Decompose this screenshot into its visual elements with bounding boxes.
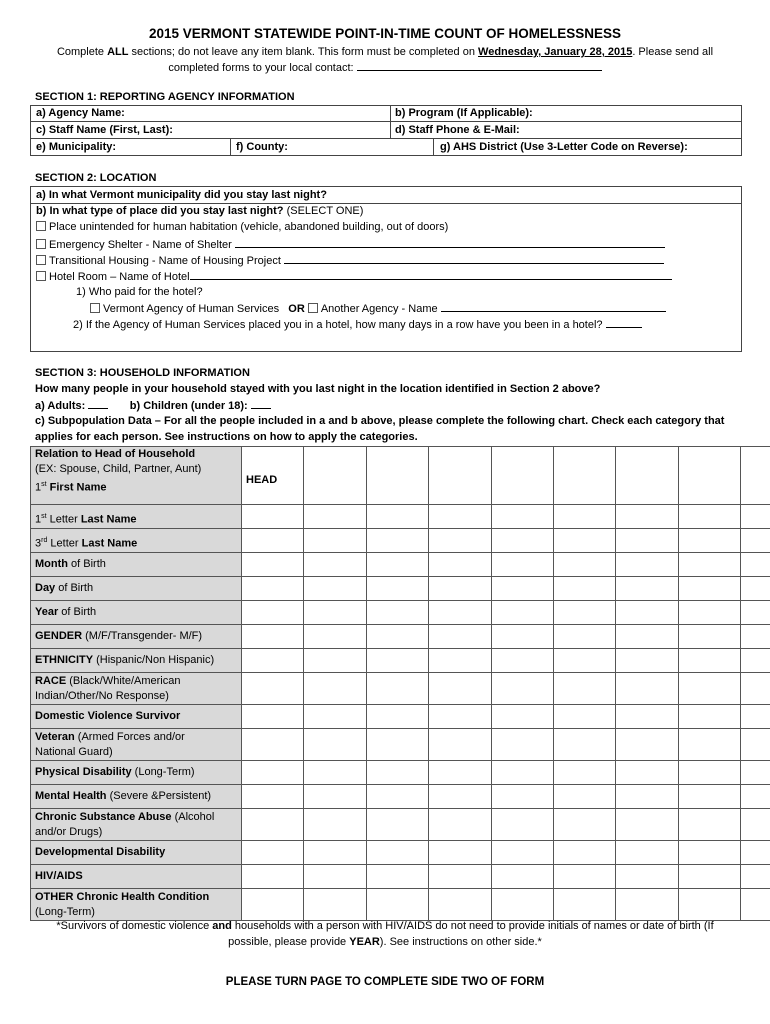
entry-cell[interactable] bbox=[679, 841, 741, 865]
entry-cell[interactable] bbox=[304, 761, 367, 785]
entry-cell[interactable] bbox=[304, 841, 367, 865]
entry-cell[interactable] bbox=[367, 705, 429, 729]
entry-cell[interactable] bbox=[429, 673, 492, 705]
entry-cell[interactable] bbox=[741, 809, 770, 841]
staff-phone-email-field[interactable]: d) Staff Phone & E-Mail: bbox=[395, 124, 520, 136]
row-label: Year of Birth bbox=[31, 601, 242, 625]
entry-cell[interactable] bbox=[616, 761, 679, 785]
entry-cell[interactable] bbox=[741, 625, 770, 649]
entry-cell[interactable] bbox=[492, 809, 554, 841]
table-row bbox=[31, 785, 770, 809]
program-field[interactable]: b) Program (If Applicable): bbox=[395, 107, 533, 119]
entry-cell[interactable] bbox=[554, 889, 616, 921]
entry-cell[interactable] bbox=[429, 529, 492, 553]
entry-cell[interactable] bbox=[242, 553, 304, 577]
table-row bbox=[31, 705, 770, 729]
entry-cell[interactable] bbox=[554, 729, 616, 761]
staff-name-field[interactable]: c) Staff Name (First, Last): bbox=[36, 124, 173, 136]
entry-cell[interactable] bbox=[492, 729, 554, 761]
checkbox[interactable] bbox=[308, 303, 318, 313]
table-row bbox=[31, 761, 770, 785]
entry-cell[interactable] bbox=[741, 577, 770, 601]
section1-heading: SECTION 1: REPORTING AGENCY INFORMATION bbox=[35, 91, 295, 103]
entry-cell[interactable] bbox=[554, 785, 616, 809]
entry-cell[interactable] bbox=[242, 841, 304, 865]
entry-cell[interactable] bbox=[741, 865, 770, 889]
hotel-days-question[interactable]: 2) If the Agency of Human Services placed you in a hotel, how many days in a row have you been in a hotel? bbox=[73, 318, 642, 331]
row-label: HIV/AIDS bbox=[31, 865, 242, 889]
entry-cell[interactable] bbox=[616, 625, 679, 649]
entry-cell[interactable] bbox=[741, 705, 770, 729]
entry-cell[interactable] bbox=[304, 889, 367, 921]
agency-name-field[interactable]: a) Agency Name: bbox=[36, 107, 125, 119]
entry-cell[interactable] bbox=[492, 785, 554, 809]
entry-cell[interactable] bbox=[429, 785, 492, 809]
entry-cell[interactable] bbox=[616, 841, 679, 865]
entry-cell[interactable] bbox=[304, 785, 367, 809]
entry-cell[interactable] bbox=[616, 889, 679, 921]
entry-cell[interactable] bbox=[429, 761, 492, 785]
entry-cell[interactable] bbox=[616, 505, 679, 529]
entry-cell[interactable] bbox=[492, 841, 554, 865]
table-row bbox=[31, 889, 770, 921]
row-label: Veteran (Armed Forces and/or National Guard) bbox=[31, 729, 242, 761]
entry-cell[interactable] bbox=[554, 553, 616, 577]
entry-cell[interactable] bbox=[679, 761, 741, 785]
entry-cell[interactable] bbox=[429, 865, 492, 889]
table-row bbox=[31, 505, 770, 529]
household-question: How many people in your household stayed with you last night in the location identified in Section 2 above? bbox=[35, 383, 601, 395]
entry-cell[interactable] bbox=[304, 809, 367, 841]
entry-cell[interactable] bbox=[429, 505, 492, 529]
local-contact-field[interactable] bbox=[357, 61, 602, 71]
entry-cell[interactable] bbox=[741, 529, 770, 553]
entry-cell[interactable] bbox=[304, 601, 367, 625]
entry-cell[interactable] bbox=[679, 705, 741, 729]
row-label: Physical Disability (Long-Term) bbox=[31, 761, 242, 785]
section2-heading: SECTION 2: LOCATION bbox=[35, 172, 157, 184]
entry-cell[interactable] bbox=[741, 447, 770, 505]
entry-cell[interactable] bbox=[492, 529, 554, 553]
entry-cell[interactable] bbox=[492, 865, 554, 889]
subpopulation-instructions-2: applies for each person. See instructions on how to apply the categories. bbox=[35, 431, 418, 443]
entry-cell[interactable] bbox=[616, 553, 679, 577]
table-row bbox=[31, 649, 770, 673]
entry-cell[interactable] bbox=[367, 505, 429, 529]
entry-cell[interactable] bbox=[741, 553, 770, 577]
entry-cell[interactable] bbox=[554, 865, 616, 889]
entry-cell[interactable] bbox=[679, 729, 741, 761]
entry-cell[interactable] bbox=[367, 673, 429, 705]
entry-cell[interactable] bbox=[242, 809, 304, 841]
table-row bbox=[31, 729, 770, 761]
entry-cell[interactable] bbox=[242, 705, 304, 729]
entry-cell[interactable] bbox=[242, 785, 304, 809]
entry-cell[interactable] bbox=[679, 865, 741, 889]
entry-cell[interactable] bbox=[492, 553, 554, 577]
table-row bbox=[31, 625, 770, 649]
checkbox[interactable] bbox=[36, 255, 46, 265]
entry-cell[interactable] bbox=[429, 447, 492, 505]
entry-cell[interactable] bbox=[741, 761, 770, 785]
entry-cell[interactable] bbox=[429, 809, 492, 841]
entry-cell[interactable] bbox=[429, 705, 492, 729]
entry-cell[interactable] bbox=[304, 447, 367, 505]
entry-cell[interactable] bbox=[367, 841, 429, 865]
entry-cell[interactable] bbox=[429, 577, 492, 601]
checkbox[interactable] bbox=[36, 221, 46, 231]
entry-cell[interactable] bbox=[304, 673, 367, 705]
entry-cell[interactable] bbox=[304, 505, 367, 529]
entry-cell[interactable] bbox=[554, 447, 616, 505]
adults-children-fields[interactable]: a) Adults: b) Children (under 18): bbox=[35, 399, 271, 412]
entry-cell[interactable] bbox=[304, 553, 367, 577]
entry-cell[interactable] bbox=[554, 649, 616, 673]
entry-cell[interactable] bbox=[741, 649, 770, 673]
entry-cell[interactable] bbox=[367, 865, 429, 889]
entry-cell[interactable] bbox=[242, 625, 304, 649]
option-emergency-shelter[interactable]: Emergency Shelter - Name of Shelter bbox=[36, 238, 665, 251]
entry-cell[interactable] bbox=[492, 673, 554, 705]
section3-heading: SECTION 3: HOUSEHOLD INFORMATION bbox=[35, 367, 250, 379]
entry-cell[interactable] bbox=[492, 601, 554, 625]
municipality-field[interactable]: e) Municipality: bbox=[36, 141, 117, 153]
entry-cell[interactable] bbox=[554, 673, 616, 705]
row-label: ETHNICITY (Hispanic/Non Hispanic) bbox=[31, 649, 242, 673]
entry-cell[interactable] bbox=[429, 601, 492, 625]
table-row bbox=[31, 673, 770, 705]
entry-cell[interactable] bbox=[492, 649, 554, 673]
entry-cell[interactable] bbox=[492, 889, 554, 921]
entry-cell[interactable] bbox=[429, 649, 492, 673]
table-row bbox=[31, 447, 770, 505]
entry-cell[interactable] bbox=[554, 625, 616, 649]
entry-cell[interactable] bbox=[429, 553, 492, 577]
entry-cell[interactable] bbox=[554, 705, 616, 729]
entry-cell[interactable] bbox=[242, 577, 304, 601]
entry-cell[interactable] bbox=[429, 841, 492, 865]
entry-cell[interactable] bbox=[679, 601, 741, 625]
option-unintended[interactable]: Place unintended for human habitation (vehicle, abandoned building, out of doors) bbox=[36, 221, 448, 233]
entry-cell[interactable] bbox=[242, 505, 304, 529]
ahs-district-field[interactable]: g) AHS District (Use 3-Letter Code on Reverse): bbox=[440, 141, 688, 153]
checkbox[interactable] bbox=[36, 239, 46, 249]
table-row bbox=[31, 553, 770, 577]
entry-cell[interactable] bbox=[492, 577, 554, 601]
entry-cell[interactable] bbox=[616, 577, 679, 601]
entry-cell[interactable] bbox=[741, 889, 770, 921]
entry-cell[interactable] bbox=[679, 577, 741, 601]
row-label: Relation to Head of Household (EX: Spouse, Child, Partner, Aunt) 1st First Name bbox=[31, 447, 242, 505]
entry-cell[interactable] bbox=[679, 809, 741, 841]
row-label: Day of Birth bbox=[31, 577, 242, 601]
entry-cell[interactable] bbox=[741, 841, 770, 865]
entry-cell[interactable] bbox=[304, 705, 367, 729]
row-label: Chronic Substance Abuse (Alcohol and/or Drugs) bbox=[31, 809, 242, 841]
entry-cell[interactable] bbox=[741, 601, 770, 625]
entry-cell[interactable] bbox=[679, 529, 741, 553]
entry-cell[interactable] bbox=[554, 601, 616, 625]
entry-cell[interactable] bbox=[367, 625, 429, 649]
option-transitional-housing[interactable]: Transitional Housing - Name of Housing Project bbox=[36, 254, 664, 267]
entry-cell[interactable] bbox=[616, 649, 679, 673]
entry-cell[interactable] bbox=[367, 447, 429, 505]
table-row bbox=[31, 601, 770, 625]
entry-cell[interactable] bbox=[679, 785, 741, 809]
row-label: Month of Birth bbox=[31, 553, 242, 577]
entry-cell[interactable] bbox=[304, 529, 367, 553]
entry-cell[interactable] bbox=[492, 505, 554, 529]
entry-cell[interactable] bbox=[554, 761, 616, 785]
entry-cell[interactable] bbox=[616, 673, 679, 705]
row-label: OTHER Chronic Health Condition (Long-Term) bbox=[31, 889, 242, 921]
head-cell[interactable]: HEAD bbox=[242, 447, 304, 505]
row-label: Mental Health (Severe &Persistent) bbox=[31, 785, 242, 809]
entry-cell[interactable] bbox=[304, 577, 367, 601]
entry-cell[interactable] bbox=[616, 601, 679, 625]
row-label: GENDER (M/F/Transgender- M/F) bbox=[31, 625, 242, 649]
entry-cell[interactable] bbox=[679, 625, 741, 649]
entry-cell[interactable] bbox=[242, 889, 304, 921]
entry-cell[interactable] bbox=[429, 729, 492, 761]
entry-cell[interactable] bbox=[242, 761, 304, 785]
entry-cell[interactable] bbox=[492, 761, 554, 785]
row-label: RACE (Black/White/American Indian/Other/No Response) bbox=[31, 673, 242, 705]
entry-cell[interactable] bbox=[679, 447, 741, 505]
entry-cell[interactable] bbox=[679, 889, 741, 921]
entry-cell[interactable] bbox=[679, 649, 741, 673]
entry-cell[interactable] bbox=[242, 529, 304, 553]
entry-cell[interactable] bbox=[554, 505, 616, 529]
entry-cell[interactable] bbox=[367, 785, 429, 809]
hotel-payer-options[interactable]: Vermont Agency of Human Services OR Another Agency - Name bbox=[90, 302, 666, 315]
row-label: Developmental Disability bbox=[31, 841, 242, 865]
entry-cell[interactable] bbox=[367, 601, 429, 625]
footnote: *Survivors of domestic violence and households with a person with HIV/AIDS do not need to provide initials of names or date of birth (If possible, please provide YEAR). See instructions on other side.* bbox=[56, 920, 714, 948]
entry-cell[interactable] bbox=[429, 889, 492, 921]
table-row bbox=[31, 529, 770, 553]
form-title: 2015 VERMONT STATEWIDE POINT-IN-TIME COUNT OF HOMELESSNESS bbox=[148, 26, 622, 41]
table-row bbox=[31, 865, 770, 889]
entry-cell[interactable] bbox=[741, 673, 770, 705]
entry-cell[interactable] bbox=[367, 729, 429, 761]
municipality-question[interactable]: a) In what Vermont municipality did you stay last night? bbox=[36, 189, 327, 201]
entry-cell[interactable] bbox=[554, 577, 616, 601]
table-row bbox=[31, 809, 770, 841]
entry-cell[interactable] bbox=[492, 625, 554, 649]
entry-cell[interactable] bbox=[492, 447, 554, 505]
entry-cell[interactable] bbox=[679, 553, 741, 577]
entry-cell[interactable] bbox=[616, 729, 679, 761]
county-field[interactable]: f) County: bbox=[236, 141, 288, 153]
entry-cell[interactable] bbox=[304, 729, 367, 761]
place-type-question: b) In what type of place did you stay last night? (SELECT ONE) bbox=[36, 205, 364, 217]
entry-cell[interactable] bbox=[554, 529, 616, 553]
entry-cell[interactable] bbox=[242, 729, 304, 761]
option-hotel-room[interactable]: Hotel Room – Name of Hotel bbox=[36, 270, 672, 283]
entry-cell[interactable] bbox=[429, 625, 492, 649]
entry-cell[interactable] bbox=[616, 809, 679, 841]
entry-cell[interactable] bbox=[616, 705, 679, 729]
row-label: Domestic Violence Survivor bbox=[31, 705, 242, 729]
entry-cell[interactable] bbox=[367, 553, 429, 577]
entry-cell[interactable] bbox=[367, 649, 429, 673]
entry-cell[interactable] bbox=[554, 809, 616, 841]
entry-cell[interactable] bbox=[242, 673, 304, 705]
entry-cell[interactable] bbox=[242, 649, 304, 673]
due-date: Wednesday, January 28, 2015 bbox=[478, 46, 633, 58]
entry-cell[interactable] bbox=[616, 447, 679, 505]
entry-cell[interactable] bbox=[679, 673, 741, 705]
entry-cell[interactable] bbox=[367, 577, 429, 601]
entry-cell[interactable] bbox=[304, 649, 367, 673]
entry-cell[interactable] bbox=[616, 785, 679, 809]
entry-cell[interactable] bbox=[242, 865, 304, 889]
form-instructions: Complete ALL sections; do not leave any item blank. This form must be completed on Wednesday, January 28, 2015. Please send all completed forms to your local contact: bbox=[56, 46, 714, 74]
entry-cell[interactable] bbox=[741, 785, 770, 809]
entry-cell[interactable] bbox=[616, 529, 679, 553]
entry-cell[interactable] bbox=[242, 601, 304, 625]
who-paid-question: 1) Who paid for the hotel? bbox=[76, 286, 203, 298]
table-row bbox=[31, 841, 770, 865]
row-label: 3rd Letter Last Name bbox=[31, 529, 242, 553]
entry-cell[interactable] bbox=[367, 761, 429, 785]
table-row bbox=[31, 577, 770, 601]
entry-cell[interactable] bbox=[304, 865, 367, 889]
entry-cell[interactable] bbox=[554, 841, 616, 865]
entry-cell[interactable] bbox=[741, 505, 770, 529]
entry-cell[interactable] bbox=[367, 809, 429, 841]
checkbox[interactable] bbox=[36, 271, 46, 281]
subpopulation-instructions-1: c) Subpopulation Data – For all the people included in a and b above, please complete the following chart. Check each category that bbox=[35, 415, 725, 427]
entry-cell[interactable] bbox=[304, 625, 367, 649]
entry-cell[interactable] bbox=[367, 529, 429, 553]
checkbox[interactable] bbox=[90, 303, 100, 313]
entry-cell[interactable] bbox=[367, 889, 429, 921]
row-label: 1st Letter Last Name bbox=[31, 505, 242, 529]
household-chart bbox=[30, 446, 770, 921]
entry-cell[interactable] bbox=[616, 865, 679, 889]
entry-cell[interactable] bbox=[679, 505, 741, 529]
entry-cell[interactable] bbox=[741, 729, 770, 761]
entry-cell[interactable] bbox=[492, 705, 554, 729]
turn-page-notice: PLEASE TURN PAGE TO COMPLETE SIDE TWO OF FORM bbox=[225, 976, 545, 988]
